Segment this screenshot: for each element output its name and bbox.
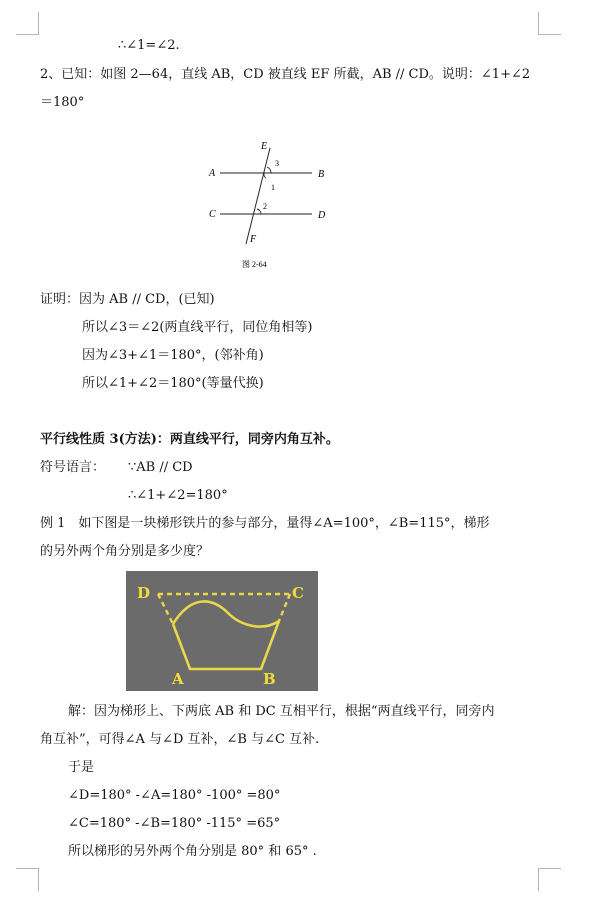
solution-angle-c: ∠C=180° -∠B=180° -115° =65° [68, 816, 281, 831]
problem-2-statement: 2、已知：如图 2—64，直线 AB，CD 被直线 EF 所截，AB // CD。说明：∠1+∠2 [40, 67, 531, 82]
proof-line-4: 所以∠1+∠2＝180°(等量代换) [82, 376, 264, 391]
example-1-question-cont: 的另外两个角分别是多少度？ [40, 544, 210, 559]
line-ef [246, 148, 270, 244]
fig1-label-e: E [261, 141, 268, 152]
angle-1-arc [264, 173, 266, 178]
solution-line-3: 于是 [68, 760, 95, 775]
problem-2-statement-cont: ＝180° [40, 95, 85, 110]
conclusion-line: ∴∠1=∠2. [118, 38, 180, 53]
figure-2-64 [200, 138, 340, 280]
page-corner-mark-top-left [16, 12, 39, 35]
solution-line-1: 解：因为梯形上、下两底 AB 和 DC 互相平行，根据“两直线平行，同旁内 [68, 704, 495, 719]
page-corner-mark-top-right [538, 12, 561, 35]
solution-answer: 所以梯形的另外两个角分别是 80° 和 65° . [68, 844, 317, 859]
angle-3-arc [267, 167, 271, 173]
fig1-label-angle-3: 3 [275, 159, 279, 168]
fig1-label-angle-2: 2 [263, 202, 267, 211]
fig2-label-a: A [172, 670, 184, 688]
example-1-question: 例 1 如下图是一块梯形铁片的参与部分，量得∠A=100°，∠B=115°，梯形 [40, 516, 490, 531]
symbol-language-label: 符号语言： [40, 460, 106, 475]
trapezoid-figure [126, 571, 318, 691]
fig2-label-c: C [292, 584, 304, 602]
fig1-label-b: B [318, 169, 325, 180]
fig1-caption: 图 2-64 [242, 260, 267, 269]
trapezoid-figure-background [126, 571, 318, 691]
proof-line-2: 所以∠3＝∠2(两直线平行，同位角相等) [82, 320, 313, 335]
fig2-label-d: D [137, 584, 151, 602]
symbol-language-conclusion: ∴∠1+∠2=180° [128, 488, 228, 503]
proof-line-1: 证明：因为 AB // CD，(已知) [40, 292, 215, 307]
angle-2-arc [257, 209, 261, 214]
solution-line-2: 角互补”，可得∠A 与∠D 互补，∠B 与∠C 互补. [40, 732, 320, 747]
page-corner-mark-bottom-right [538, 868, 561, 891]
fig1-label-c: C [209, 209, 216, 220]
solution-angle-d: ∠D=180° -∠A=180° -100° =80° [68, 788, 281, 803]
proof-line-3: 因为∠3+∠1＝180°，(邻补角) [82, 348, 264, 363]
property-3-heading: 平行线性质 3(方法)：两直线平行，同旁内角互补。 [40, 432, 339, 447]
fig1-label-a: A [209, 168, 216, 179]
page-corner-mark-bottom-left [16, 868, 39, 891]
fig2-label-b: B [263, 670, 276, 688]
fig1-label-angle-1: 1 [271, 183, 275, 192]
symbol-language-given: ∵AB // CD [128, 460, 193, 475]
fig1-label-f: F [250, 234, 257, 245]
fig1-label-d: D [318, 210, 326, 221]
